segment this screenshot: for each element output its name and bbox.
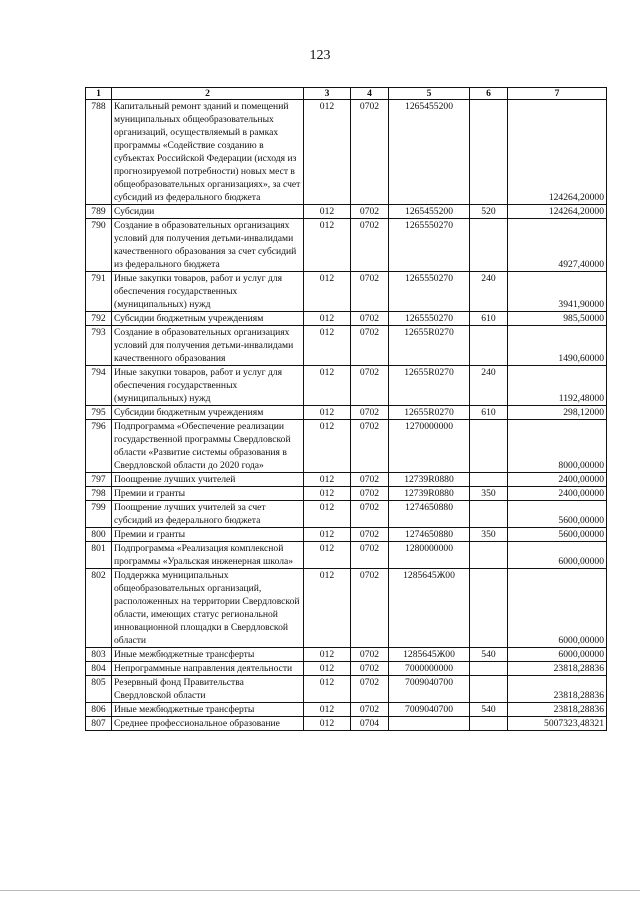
- table-cell-name: Поддержка муниципальных общеобразовательных организаций, расположенных на территории Свердловской области, имеющих статус региональной инновационной площадки в Свердловской области: [112, 569, 304, 648]
- table-cell-c7: 23818,28836: [508, 662, 607, 676]
- table-cell-number: 794: [86, 366, 112, 406]
- table-cell-name: Премии и гранты: [112, 487, 304, 501]
- table-cell-c7: 124264,20000: [508, 205, 607, 219]
- table-cell-c5: 12739R0880: [389, 487, 470, 501]
- table-row: [86, 406, 607, 420]
- table-row: [86, 219, 607, 272]
- table-cell-c7: 8000,00000: [508, 420, 607, 473]
- table-cell-c4: 0702: [351, 406, 389, 420]
- table-row: [86, 662, 607, 676]
- table-row: [86, 648, 607, 662]
- table-cell-name: Иные закупки товаров, работ и услуг для обеспечения государственных (муниципальных) нужд: [112, 366, 304, 406]
- header-cell: 3: [304, 88, 351, 100]
- table-cell-name: Подпрограмма «Обеспечение реализации государственной программы Свердловской области «Развитие системы образования в Свердловской области до 2020 года»: [112, 420, 304, 473]
- table-cell-c7: 6000,00000: [508, 569, 607, 648]
- table-cell-c4: 0702: [351, 366, 389, 406]
- page-number: 123: [309, 48, 331, 63]
- table-cell-c3: 012: [304, 569, 351, 648]
- table-cell-c7: 1192,48000: [508, 366, 607, 406]
- table-cell-c6: [470, 676, 508, 703]
- table-cell-number: 792: [86, 312, 112, 326]
- table-row: [86, 326, 607, 366]
- table-cell-name: Создание в образовательных организациях условий для получения детьми-инвалидами качественного образования за счет субсидий из федерального бюджета: [112, 219, 304, 272]
- header-cell: 4: [351, 88, 389, 100]
- table-cell-c4: 0702: [351, 473, 389, 487]
- table-cell-c6: 350: [470, 487, 508, 501]
- table-cell-name: Подпрограмма «Реализация комплексной программы «Уральская инженерная школа»: [112, 542, 304, 569]
- table-cell-c4: 0702: [351, 487, 389, 501]
- table-cell-c5: 7009040700: [389, 703, 470, 717]
- table-cell-c4: 0702: [351, 100, 389, 205]
- table-cell-c4: 0702: [351, 542, 389, 569]
- table-cell-c4: 0702: [351, 662, 389, 676]
- table-row: [86, 703, 607, 717]
- table-cell-c6: 540: [470, 648, 508, 662]
- table-cell-c7: 2400,00000: [508, 487, 607, 501]
- table-cell-number: 789: [86, 205, 112, 219]
- table-cell-c7: 23818,28836: [508, 703, 607, 717]
- table-body: [86, 100, 607, 731]
- table-cell-number: 801: [86, 542, 112, 569]
- table-cell-c3: 012: [304, 473, 351, 487]
- table-cell-c7: 2400,00000: [508, 473, 607, 487]
- table-cell-c3: 012: [304, 703, 351, 717]
- table-cell-name: Среднее профессиональное образование: [112, 717, 304, 731]
- table-cell-c4: 0702: [351, 272, 389, 312]
- table-cell-c5: 12739R0880: [389, 473, 470, 487]
- table-cell-c4: 0702: [351, 676, 389, 703]
- table-row: [86, 501, 607, 528]
- table-cell-c6: 540: [470, 703, 508, 717]
- table-cell-c6: [470, 219, 508, 272]
- table-cell-c5: [389, 717, 470, 731]
- header-row: [86, 88, 607, 100]
- table-cell-c5: 12655R0270: [389, 326, 470, 366]
- table-cell-c3: 012: [304, 501, 351, 528]
- table-cell-c6: [470, 542, 508, 569]
- table-cell-name: Иные межбюджетные трансферты: [112, 703, 304, 717]
- table-cell-number: 805: [86, 676, 112, 703]
- table-row: [86, 542, 607, 569]
- table-cell-c7: 4927,40000: [508, 219, 607, 272]
- table-cell-number: 800: [86, 528, 112, 542]
- table-cell-name: Резервный фонд Правительства Свердловской области: [112, 676, 304, 703]
- table-cell-c4: 0702: [351, 648, 389, 662]
- table-cell-c4: 0702: [351, 326, 389, 366]
- table-cell-c4: 0702: [351, 501, 389, 528]
- table-cell-c5: 1265455200: [389, 100, 470, 205]
- table-cell-name: Создание в образовательных организациях условий для получения детьми-инвалидами качественного образования: [112, 326, 304, 366]
- table-cell-name: Капитальный ремонт зданий и помещений муниципальных общеобразовательных организаций, осуществляемый в рамках программы «Содействие созданию в субъектах Российской Федерации (исходя из прогнозируемой потребности) новых мест в общеобразовательных организациях», за счет субсидий из федерального бюджета: [112, 100, 304, 205]
- table-row: [86, 420, 607, 473]
- table-cell-c7: 5600,00000: [508, 501, 607, 528]
- table-cell-c6: 520: [470, 205, 508, 219]
- table-cell-c6: [470, 326, 508, 366]
- table-row: [86, 205, 607, 219]
- table-cell-c3: 012: [304, 420, 351, 473]
- table-cell-name: Субсидии бюджетным учреждениям: [112, 406, 304, 420]
- table-cell-c6: 240: [470, 272, 508, 312]
- table-cell-name: Субсидии: [112, 205, 304, 219]
- table-cell-c7: 6000,00000: [508, 648, 607, 662]
- table-row: [86, 473, 607, 487]
- table-cell-name: Поощрение лучших учителей: [112, 473, 304, 487]
- table-row: [86, 312, 607, 326]
- table-row: [86, 528, 607, 542]
- table-row: [86, 717, 607, 731]
- table-cell-c3: 012: [304, 648, 351, 662]
- header-cell: 2: [112, 88, 304, 100]
- table-cell-c7: 23818,28836: [508, 676, 607, 703]
- table-cell-c3: 012: [304, 366, 351, 406]
- table-cell-name: Непрограммные направления деятельности: [112, 662, 304, 676]
- table-cell-c5: 1265455200: [389, 205, 470, 219]
- table-cell-c5: 1265550270: [389, 312, 470, 326]
- table-cell-c5: 1265550270: [389, 219, 470, 272]
- table-cell-c7: 6000,00000: [508, 542, 607, 569]
- table-cell-number: 795: [86, 406, 112, 420]
- table-cell-c6: 610: [470, 312, 508, 326]
- table-cell-number: 790: [86, 219, 112, 272]
- table-cell-c3: 012: [304, 406, 351, 420]
- table-cell-c4: 0702: [351, 205, 389, 219]
- table-cell-c5: 1270000000: [389, 420, 470, 473]
- table-cell-c3: 012: [304, 219, 351, 272]
- table-cell-c7: 5007323,48321: [508, 717, 607, 731]
- table-cell-c5: 1285645Ж00: [389, 569, 470, 648]
- table-cell-c3: 012: [304, 528, 351, 542]
- table-row: [86, 569, 607, 648]
- table-cell-c3: 012: [304, 205, 351, 219]
- table-row: [86, 366, 607, 406]
- table-cell-c3: 012: [304, 542, 351, 569]
- table-cell-c3: 012: [304, 100, 351, 205]
- table-cell-c4: 0702: [351, 420, 389, 473]
- table-cell-c3: 012: [304, 676, 351, 703]
- table-cell-c3: 012: [304, 717, 351, 731]
- table-cell-c4: 0704: [351, 717, 389, 731]
- table-cell-c4: 0702: [351, 312, 389, 326]
- table-cell-c6: 240: [470, 366, 508, 406]
- table-cell-c4: 0702: [351, 569, 389, 648]
- table-cell-name: Иные межбюджетные трансферты: [112, 648, 304, 662]
- table-cell-c5: 7000000000: [389, 662, 470, 676]
- budget-table: [85, 87, 607, 731]
- table-cell-number: 804: [86, 662, 112, 676]
- table-row: [86, 487, 607, 501]
- table-cell-c7: 5600,00000: [508, 528, 607, 542]
- table-cell-name: Поощрение лучших учителей за счет субсидий из федерального бюджета: [112, 501, 304, 528]
- table-cell-c3: 012: [304, 272, 351, 312]
- table-cell-number: 791: [86, 272, 112, 312]
- table-cell-c6: [470, 501, 508, 528]
- table-cell-number: 797: [86, 473, 112, 487]
- table-cell-c6: [470, 420, 508, 473]
- table-cell-c3: 012: [304, 326, 351, 366]
- table-row: [86, 100, 607, 205]
- table-cell-c7: 3941,90000: [508, 272, 607, 312]
- table-cell-c3: 012: [304, 312, 351, 326]
- header-cell: 5: [389, 88, 470, 100]
- table-cell-c6: [470, 717, 508, 731]
- table-cell-name: Субсидии бюджетным учреждениям: [112, 312, 304, 326]
- table-cell-c3: 012: [304, 487, 351, 501]
- table-cell-c5: 1274650880: [389, 501, 470, 528]
- table-cell-number: 799: [86, 501, 112, 528]
- table-cell-c6: [470, 662, 508, 676]
- table-row: [86, 272, 607, 312]
- header-cell: 7: [508, 88, 607, 100]
- table-cell-c5: 1265550270: [389, 272, 470, 312]
- table-cell-c6: [470, 473, 508, 487]
- table-cell-number: 798: [86, 487, 112, 501]
- table-cell-number: 806: [86, 703, 112, 717]
- table-cell-c5: 1274650880: [389, 528, 470, 542]
- table-cell-number: 802: [86, 569, 112, 648]
- table-cell-c4: 0702: [351, 703, 389, 717]
- table-cell-c6: [470, 100, 508, 205]
- table-cell-c7: 298,12000: [508, 406, 607, 420]
- table-cell-c6: 610: [470, 406, 508, 420]
- table-cell-number: 788: [86, 100, 112, 205]
- table-cell-c5: 7009040700: [389, 676, 470, 703]
- table-cell-c6: [470, 569, 508, 648]
- table-cell-c7: 124264,20000: [508, 100, 607, 205]
- table-cell-name: Иные закупки товаров, работ и услуг для обеспечения государственных (муниципальных) нужд: [112, 272, 304, 312]
- table-cell-c7: 1490,60000: [508, 326, 607, 366]
- header-cell: 1: [86, 88, 112, 100]
- table-cell-c4: 0702: [351, 219, 389, 272]
- table-cell-c5: 12655R0270: [389, 406, 470, 420]
- table-cell-c3: 012: [304, 662, 351, 676]
- table-cell-number: 793: [86, 326, 112, 366]
- table-cell-c5: 1285645Ж00: [389, 648, 470, 662]
- table-cell-c7: 985,50000: [508, 312, 607, 326]
- table-cell-name: Премии и гранты: [112, 528, 304, 542]
- table-cell-c5: 1280000000: [389, 542, 470, 569]
- table-cell-number: 803: [86, 648, 112, 662]
- table-cell-c4: 0702: [351, 528, 389, 542]
- table-cell-c6: 350: [470, 528, 508, 542]
- bottom-divider: [0, 890, 640, 891]
- table-cell-number: 807: [86, 717, 112, 731]
- header-cell: 6: [470, 88, 508, 100]
- table-row: [86, 676, 607, 703]
- table-cell-c5: 12655R0270: [389, 366, 470, 406]
- table-cell-number: 796: [86, 420, 112, 473]
